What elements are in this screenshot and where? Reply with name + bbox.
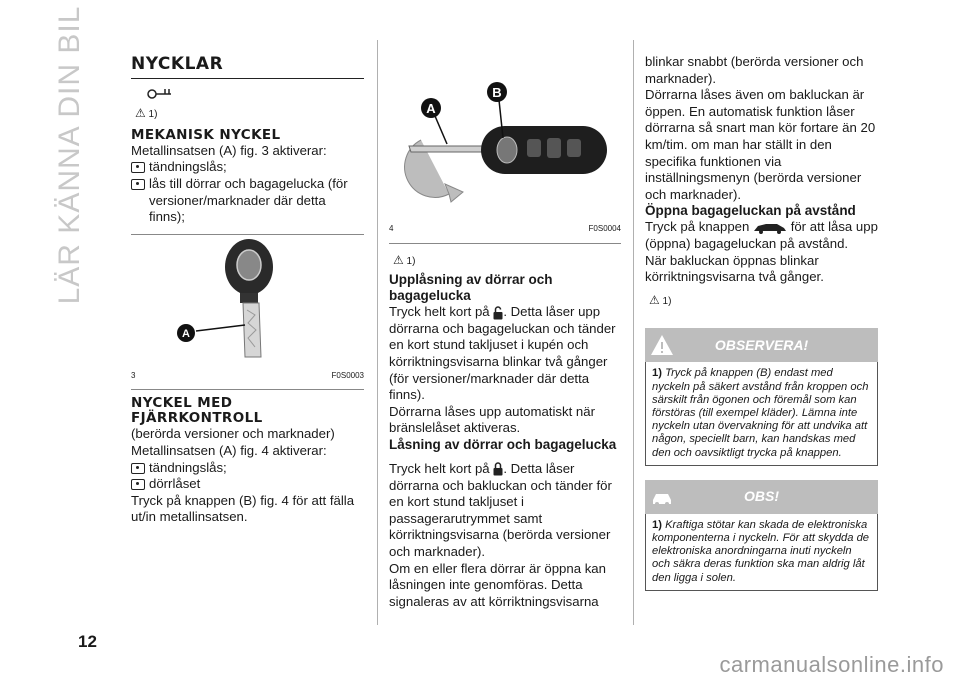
title-rule	[131, 78, 364, 79]
key-bullet-icon	[131, 179, 145, 190]
tailgate-icon	[753, 222, 787, 234]
notice-box-body	[645, 514, 878, 591]
paragraph	[645, 219, 878, 252]
note-ref: 1)	[148, 109, 158, 121]
notice-box-title: OBS!	[744, 488, 779, 505]
notice-text: Kraftiga stötar kan skada de elektroniska komponenterna i nyckeln. För att skydda de elektroniska anordningarna inuti nyckeln och säkra deras funktion ska man aldrig låt den ligga i solen.	[652, 518, 870, 584]
figure-code: F0S0003	[331, 370, 364, 380]
chapter-side-tab	[40, 5, 100, 305]
warning-icon: ⚠	[649, 292, 660, 307]
figure-code: F0S0004	[588, 224, 621, 233]
warning-box-body	[645, 362, 878, 465]
paragraph: Tryck på knappen (B) fig. 4 för att fälla ut/in metallinsatsen.	[131, 492, 355, 525]
paragraph: Dörrarna låses även om bakluckan är öppen. En automatisk funktion låser dörrarna så snart man kör fortare än 20 km/tim. om man har ställt in den specifika funktionen via inställningsmenyn (berörda versioner och marknader).	[645, 87, 876, 202]
figure-caption	[131, 368, 364, 385]
list-item	[131, 476, 364, 493]
text: Tryck på knappen	[645, 219, 750, 235]
figure-3-mechanical-key	[131, 235, 364, 367]
chapter-title: LÄR KÄNNA DIN BIL	[53, 5, 86, 305]
figure-label-a: A	[426, 101, 436, 116]
list-item-text: tändningslås;	[149, 159, 227, 175]
paragraph: Metallinsatsen (A) fig. 4 aktiverar:	[131, 442, 327, 458]
section-title: NYCKLAR	[131, 54, 224, 74]
warning-icon: ⚠	[393, 252, 404, 267]
key-bullet-icon	[131, 479, 145, 490]
figure-caption	[389, 221, 621, 238]
key-bullet-icon	[131, 463, 145, 474]
figure-number: 4	[389, 224, 394, 233]
text: för att låsa upp (öppna) bagageluckan på avstånd.	[645, 219, 878, 251]
warning-box-title: OBSERVERA!	[714, 337, 809, 354]
figure-4-remote-key	[389, 52, 621, 220]
text: . Detta låser upp dörrarna och bagageluckan och tänder en kort stund takljuset i kupén och körriktningsvisarna blinkar två gånger (för versioner/marknader där detta finns).	[389, 304, 616, 403]
figure-label-b: B	[492, 85, 502, 100]
heading-open-tailgate: Öppna bagageluckan på avstånd	[645, 203, 856, 219]
car-notice-icon	[649, 484, 675, 510]
warning-ref	[393, 252, 621, 271]
notice-box-header	[645, 480, 878, 514]
heading-locking: Låsning av dörrar och bagagelucka	[389, 436, 617, 452]
paragraph: (berörda versioner och marknader)	[131, 426, 335, 442]
paragraph: När bakluckan öppnas blinkar körriktningsvisarna två gånger.	[645, 252, 824, 285]
warning-triangle-icon	[649, 332, 675, 358]
text: . Detta låser dörrarna och bakluckan och tänder för en kort stund takljuset i passagerarutrymmet samt körriktningsvisarna (berörda versioner och marknader).	[389, 460, 612, 559]
paragraph	[389, 461, 621, 561]
paragraph	[389, 304, 621, 404]
warning-ref	[135, 105, 364, 124]
paragraph: blinkar snabbt (berörda versioner och marknader).	[645, 54, 864, 86]
heading-mechanical-key: MEKANISK NYCKEL	[131, 126, 281, 143]
column-3	[645, 40, 878, 591]
note-ref: 1)	[662, 295, 672, 307]
text: Tryck helt kort på	[389, 304, 490, 320]
list-item	[131, 159, 364, 176]
list-item	[131, 460, 364, 477]
figure-rule	[131, 389, 364, 390]
warning-box	[645, 328, 878, 465]
heading-remote-key: NYCKEL MED FJÄRRKONTROLL	[131, 395, 263, 427]
key-bullet-icon	[131, 162, 145, 173]
page-number: 12	[78, 632, 97, 651]
text: Tryck helt kort på	[389, 460, 490, 476]
note-number: 1)	[652, 518, 662, 531]
warning-box-header	[645, 328, 878, 362]
figure-label-a: A	[182, 327, 190, 340]
column-2	[389, 40, 621, 610]
lock-icon	[493, 462, 503, 476]
key-symbol-icon	[147, 85, 364, 104]
paragraph: Om en eller flera dörrar är öppna kan låsningen inte genomföras. Detta signaleras av att körriktningsvisarna	[389, 560, 606, 609]
paragraph: Dörrarna låses upp automatiskt när bränslelåset aktiveras.	[389, 403, 595, 436]
note-ref: 1)	[406, 255, 416, 267]
watermark: carmanualsonline.info	[719, 652, 944, 677]
column-1	[131, 40, 364, 526]
figure-rule	[389, 243, 621, 244]
list-item-text: tändningslås;	[149, 459, 227, 475]
list-item-text: lås till dörrar och bagagelucka (för versioner/marknader där detta finns);	[149, 175, 348, 225]
list-item-text: dörrlåset	[149, 476, 201, 492]
figure-number: 3	[131, 370, 136, 380]
warning-ref	[649, 292, 878, 311]
warning-icon: ⚠	[135, 106, 146, 121]
note-number: 1)	[652, 367, 662, 380]
warning-text: Tryck på knappen (B) endast med nyckeln på säkert avstånd från kroppen och särskilt från ögonen och föremål som kan förstöras (till exempel kläder). Lämna inte nyckeln utan övervakning för att undvika att någon, speciellt barn, kan handskas med den och oavsiktligt trycka på knappen.	[652, 367, 869, 459]
notice-box	[645, 480, 878, 591]
column-divider	[633, 40, 634, 625]
heading-unlocking: Upplåsning av dörrar och bagagelucka	[389, 272, 553, 304]
list-item	[131, 176, 364, 226]
column-divider	[377, 40, 378, 625]
paragraph: Metallinsatsen (A) fig. 3 aktiverar:	[131, 142, 327, 158]
unlock-icon	[493, 306, 503, 320]
